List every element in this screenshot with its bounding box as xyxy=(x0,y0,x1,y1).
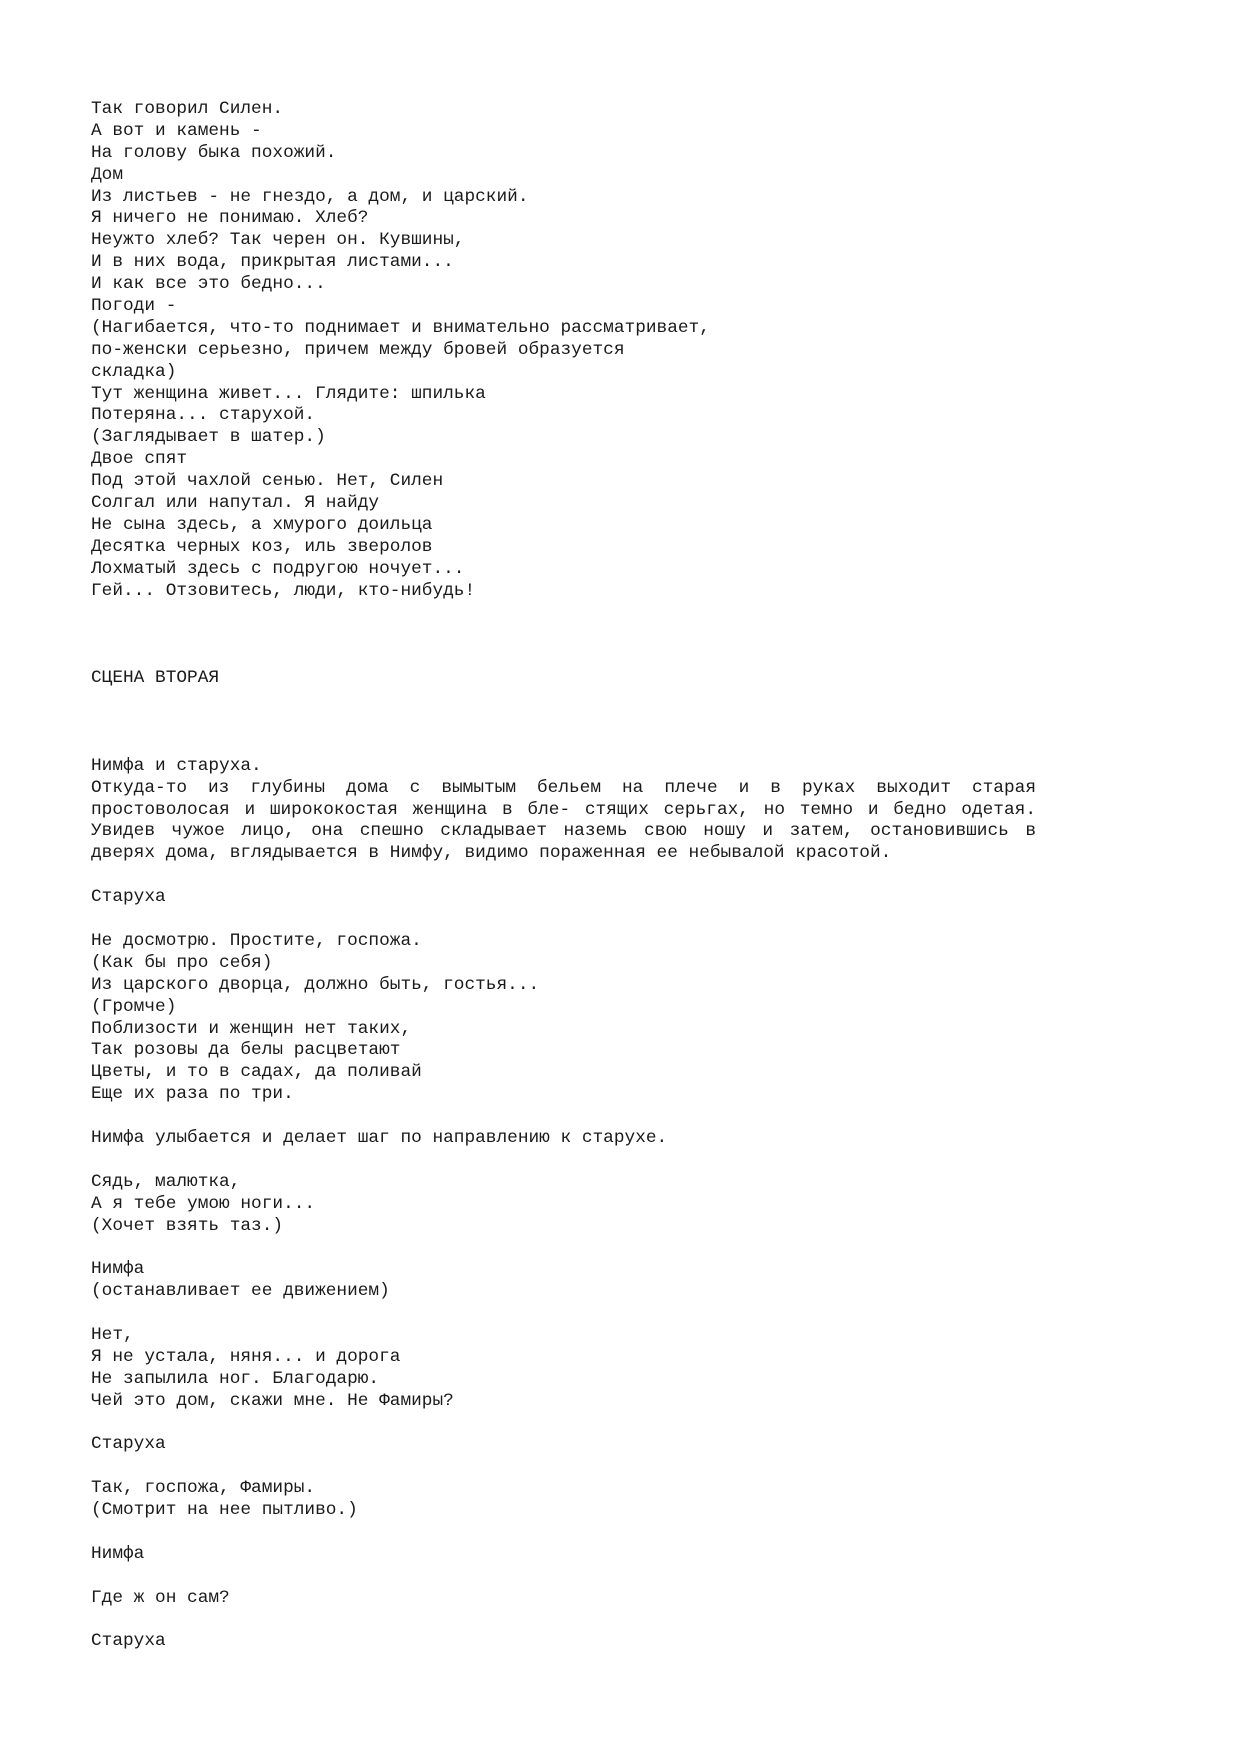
text-line: Сядь, малютка, xyxy=(91,1171,241,1192)
speaker-direction: (останавливает ее движением) xyxy=(91,1281,390,1302)
text-line: Неужто хлеб? Так черен он. Кувшины, xyxy=(91,230,465,251)
stage-direction: Откуда-то из глубины дома с вымытым бельем на плече и в руках выходит старая простоволосая и ширококостая женщина в бле- стящих серьгах, но темно и бедно одетая. Увидев чужое лицо, она спешно складывает наземь свою ношу и затем, остановившись в дверях дома, вглядывается в Нимфу, видимо пораженная ее небывалой красотой. xyxy=(91,777,1036,864)
text-line: Цветы, и то в садах, да поливай xyxy=(91,1062,422,1083)
speaker-name: Старуха xyxy=(91,1434,166,1455)
text-line: Гей... Отзовитесь, люди, кто-нибудь! xyxy=(91,580,476,601)
spacer xyxy=(91,1106,1041,1128)
text-line: Чей это дом, скажи мне. Не Фамиры? xyxy=(91,1390,454,1411)
text-line: Поблизости и женщин нет таких, xyxy=(91,1018,412,1039)
spacer xyxy=(91,1566,1041,1588)
text-line: Где ж он сам? xyxy=(91,1587,230,1608)
text-line: Тут женщина живет... Глядите: шпилька xyxy=(91,383,486,404)
speaker-name: Старуха xyxy=(91,1631,166,1652)
verse-block-2 xyxy=(91,931,1041,1106)
stage-direction-line: Нимфа улыбается и делает шаг по направлению к старухе. xyxy=(91,1127,668,1148)
text-line: Так говорил Силен. xyxy=(91,99,284,119)
speaker-name: Старуха xyxy=(91,887,166,908)
text-line: А вот и камень - xyxy=(91,120,262,141)
spacer xyxy=(91,909,1041,931)
verse-block-4 xyxy=(91,1325,1041,1413)
text-line: Еще их раза по три. xyxy=(91,1084,294,1105)
text-line: Десятка черных коз, иль зверолов xyxy=(91,536,433,557)
verse-block-5 xyxy=(91,1478,1041,1522)
verse-block-1 xyxy=(91,99,1041,602)
text-line: Нет, xyxy=(91,1324,134,1345)
text-line: (Громче) xyxy=(91,996,177,1017)
text-line: Из листьев - не гнездо, а дом, и царский. xyxy=(91,186,529,207)
text-line: Из царского дворца, должно быть, гостья... xyxy=(91,974,540,995)
speaker-name: Нимфа xyxy=(91,1259,145,1280)
text-line: Двое спят xyxy=(91,449,188,470)
text-line: Не запылила ног. Благодарю. xyxy=(91,1368,380,1389)
text-line: складка) xyxy=(91,361,177,382)
text-line: Погоди - xyxy=(91,296,177,317)
text-line: (Смотрит на нее пытливо.) xyxy=(91,1500,358,1521)
text-line: Я ничего не понимаю. Хлеб? xyxy=(91,208,369,229)
text-line: И в них вода, прикрытая листами... xyxy=(91,252,454,273)
scene-heading: СЦЕНА ВТОРАЯ xyxy=(91,668,220,689)
text-line: Не сына здесь, а хмурого доильца xyxy=(91,514,433,535)
text-line: (Нагибается, что-то поднимает и внимательно рассматривает, xyxy=(91,317,710,338)
spacer xyxy=(91,1413,1041,1435)
verse-block-3 xyxy=(91,1172,1041,1238)
text-line: (Хочет взять таз.) xyxy=(91,1215,284,1236)
text-line: (Как бы про себя) xyxy=(91,952,273,973)
text-line: Под этой чахлой сенью. Нет, Силен xyxy=(91,471,444,492)
spacer xyxy=(91,865,1041,887)
document-page xyxy=(91,99,1041,1653)
text-line: На голову быка похожий. xyxy=(91,142,337,163)
text-line: Солгал или напутал. Я найду xyxy=(91,493,380,514)
spacer xyxy=(91,602,1041,668)
spacer xyxy=(91,1303,1041,1325)
spacer xyxy=(91,690,1041,756)
text-line: Потеряна... старухой. xyxy=(91,405,316,426)
spacer xyxy=(91,1150,1041,1172)
text-line: по-женски серьезно, причем между бровей образуется xyxy=(91,339,625,360)
spacer xyxy=(91,1237,1041,1259)
spacer xyxy=(91,1522,1041,1544)
speaker-name: Нимфа xyxy=(91,1543,145,1564)
cast-line: Нимфа и старуха. xyxy=(91,755,262,776)
text-line: И как все это бедно... xyxy=(91,274,326,295)
text-line: А я тебе умою ноги... xyxy=(91,1193,316,1214)
spacer xyxy=(91,1610,1041,1632)
text-line: Так розовы да белы расцветают xyxy=(91,1040,401,1061)
text-line: Не досмотрю. Простите, госпожа. xyxy=(91,930,422,951)
text-line: Я не устала, няня... и дорога xyxy=(91,1346,401,1367)
text-line: Дом xyxy=(91,164,124,185)
text-line: (Заглядывает в шатер.) xyxy=(91,427,326,448)
spacer xyxy=(91,1456,1041,1478)
text-line: Лохматый здесь с подругою ночует... xyxy=(91,558,465,579)
text-line: Так, госпожа, Фамиры. xyxy=(91,1478,316,1499)
